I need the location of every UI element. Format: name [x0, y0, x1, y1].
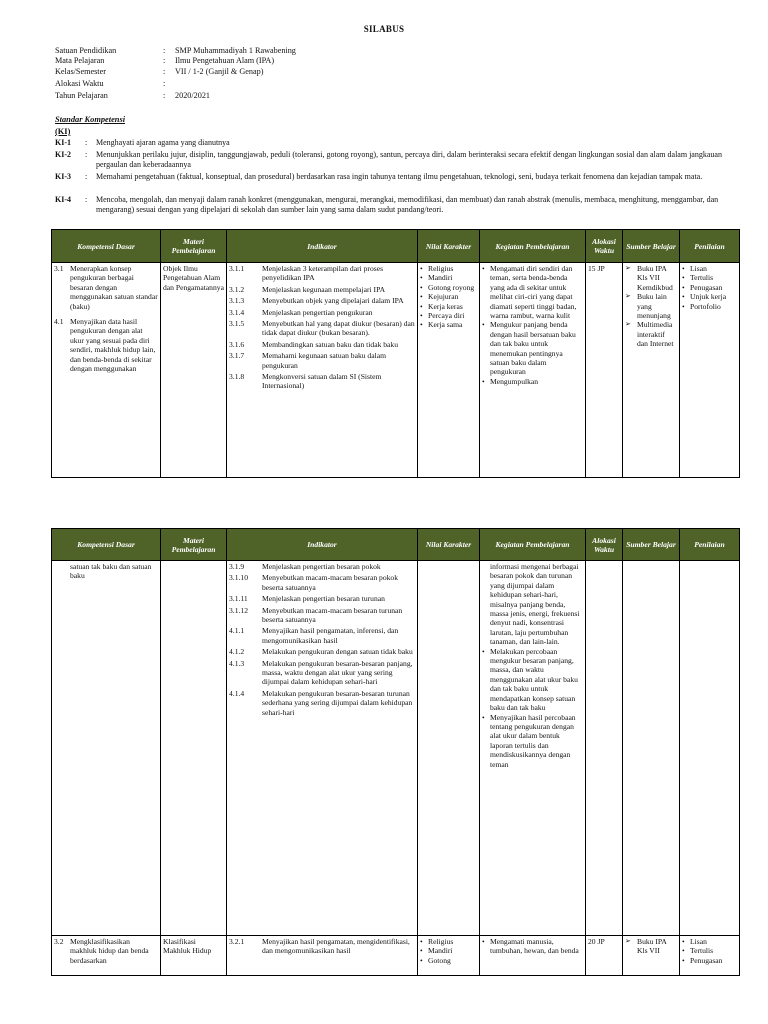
sumber-cell [623, 561, 680, 936]
kd-cell [52, 263, 161, 478]
identity-row: Kelas/Semester : VII / 1-2 (Ganjil & Genap) [55, 67, 264, 76]
indikator-item: 3.1.10 Menyebutkan macam-macam besaran pokok beserta satuannya [229, 573, 399, 592]
column-header: Materi Pembelajaran [161, 230, 227, 263]
indikator-item: 3.1.2 Menjelaskan kegunaan mempelajari IPA [229, 284, 386, 294]
materi-cell [161, 561, 227, 936]
list-item: • Menyajikan hasil percobaan tentang pengukuran dengan alat ukur dalam bentuk laporan tertulis dan mendiskusikannya dengan teman [482, 713, 583, 769]
column-header: Penilaian [680, 230, 740, 263]
list-item: ➢ Buku lain yang menunjang [625, 292, 677, 320]
indikator-item: 4.1.4 Melakukan pengukuran besaran-besaran turunan sederhana yang sering dijumpai dalam kehidupan sehari-hari [229, 688, 413, 717]
list-item: ➢ Buku IPA Kls VII Kemdikbud [625, 264, 677, 292]
column-header: Kompetensi Dasar [52, 230, 161, 263]
identity-row: Satuan Pendidikan : SMP Muhammadiyah 1 Rawabening [55, 46, 296, 55]
list-item: • Unjuk kerja [682, 292, 737, 301]
column-header: Indikator [227, 230, 418, 263]
sumber-cell [623, 936, 680, 976]
list-item: • Penugasan [682, 283, 737, 292]
nilai-karakter-cell [418, 263, 480, 478]
list-item: • Percaya diri [420, 311, 477, 320]
identity-row: Alokasi Waktu : [55, 79, 166, 88]
indikator-item: 4.1.2 Melakukan pengukuran dengan satuan tidak baku [229, 647, 413, 657]
kegiatan-cell: informasi mengenai berbagai besaran pokok dan turunan yang dijumpai dalam kehidupan sehari-hari, misalnya panjang benda, massa jenis, energi, frekuensi denyut nadi, konsentrasi larutan, laju pertumbuhan tanaman, dan lain-lain. • Melakukan percobaan mengukur besaran panjang, massa, dan waktu menggunakan alat ukur baku dan tak baku untuk mendapatkan konsep satuan baku dan tak baku • Menyajikan hasil percobaan tentang pengukuran dengan alat ukur dalam bentuk laporan tertulis dan mendiskusikannya dengan teman [480, 561, 586, 936]
indikator-item: 3.1.7 Memahami kegunaan satuan baku dalam pengukuran [229, 351, 386, 370]
list-item: • Mengukur panjang benda dengan hasil bersatuan baku dan tak baku untuk menemukan pentingnya satuan baku dalam pengukuran [482, 320, 583, 376]
column-header: Materi Pembelajaran [161, 529, 227, 561]
list-item: • Tertulis [682, 946, 737, 955]
kegiatan-cell [480, 263, 586, 478]
indikator-item: 3.1.3 Menyebutkan objek yang dipelajari dalam IPA [229, 296, 404, 306]
list-item: ➢ Buku IPA Kls VII [625, 937, 677, 956]
table-row [52, 561, 740, 936]
list-item: • Mandiri [420, 273, 477, 282]
column-header: Sumber Belajar [623, 230, 680, 263]
column-header: Nilai Karakter [418, 529, 480, 561]
materi-cell: Klasifikasi Makhluk Hidup [161, 936, 227, 976]
kd-cell: satuan tak baku dan satuan baku [52, 561, 161, 936]
indikator-item: 3.1.9 Menjelaskan pengertian besaran pokok [229, 562, 381, 571]
list-item: • Religius [420, 264, 477, 273]
column-header: Indikator [227, 529, 418, 561]
indikator-item: 3.1.11 Menjelaskan pengertian besaran turunan [229, 594, 385, 604]
list-item: • Penugasan [682, 956, 737, 965]
identity-row: Tahun Pelajaran : 2020/2021 [55, 91, 211, 100]
column-header: Kegiatan Pembelajaran [480, 230, 586, 263]
column-header: Nilai Karakter [418, 230, 480, 263]
indikator-cell [227, 263, 418, 478]
table-header-row [52, 230, 740, 263]
kd-item: 3.1 Menerapkan konsep pengukuran berbagai besaran dengan menggunakan satuan standar (baku) [54, 264, 158, 311]
kegiatan-cell [480, 936, 586, 976]
list-item: • Kerja keras [420, 302, 477, 311]
kd-item: 4.1 Menyajikan data hasil pengukuran dengan alat ukur yang sesuai pada diri sendiri, makhluk hidup lain, dan benda-benda di sekitar dengan menggunakan [54, 317, 156, 374]
list-item: • Lisan [682, 264, 737, 273]
list-item: • Melakukan percobaan mengukur besaran panjang, massa, dan waktu menggunakan alat ukur baku dan tak baku untuk mendapatkan konsep satuan baku dan tak baku [482, 647, 583, 713]
list-item: ➢ Multimedia interaktif dan Internet [625, 320, 677, 348]
kd-cell [52, 936, 161, 976]
syllabus-table-2 [51, 528, 740, 976]
penilaian-cell [680, 263, 740, 478]
sumber-cell [623, 263, 680, 478]
penilaian-cell [680, 936, 740, 976]
indikator-cell [227, 936, 418, 976]
nilai-karakter-cell [418, 561, 480, 936]
column-header: Alokasi Waktu [586, 230, 623, 263]
indikator-item: 3.1.1 Menjelaskan 3 keterampilan dari proses penyelidikan IPA [229, 264, 384, 283]
identity-row: Mata Pelajaran : Ilmu Pengetahuan Alam (IPA) [55, 56, 275, 65]
indikator-item: 4.1.3 Melakukan pengukuran besaran-besaran panjang, massa, waktu dengan alat ukur yang sering dijumpai dalam kehidupan sehari-hari [229, 658, 413, 687]
ki-heading: (KI) [55, 127, 71, 136]
list-item: • Mengamati manusia, tumbuhan, hewan, dan benda [482, 937, 583, 956]
nilai-karakter-cell [418, 936, 480, 976]
column-header: Alokasi Waktu [586, 529, 623, 561]
list-item: • Religius [420, 937, 477, 946]
alokasi-cell: 15 JP [586, 263, 623, 478]
list-item: • Mengumpulkan [482, 377, 583, 386]
indikator-item: 3.1.12 Menyebutkan macam-macam besaran turunan beserta satuannya [229, 605, 403, 625]
column-header: Kegiatan Pembelajaran [480, 529, 586, 561]
alokasi-cell [586, 561, 623, 936]
indikator-cell [227, 561, 418, 936]
column-header: Sumber Belajar [623, 529, 680, 561]
column-header: Penilaian [680, 529, 740, 561]
list-item: • Portofolio [682, 302, 737, 311]
table-header-row [52, 529, 740, 561]
list-item: • Kerja sama [420, 320, 477, 329]
standar-kompetensi-heading: Standar Kompetensi [55, 115, 126, 124]
alokasi-cell: 20 JP [586, 936, 623, 976]
column-header: Kompetensi Dasar [52, 529, 161, 561]
list-item: • Kejujuran [420, 292, 477, 301]
table-row [52, 263, 740, 478]
indikator-item: 3.2.1 Menyajikan hasil pengamatan, mengidentifikasi, dan mengomunikasikan hasil [229, 937, 410, 956]
list-item: • Mengamati diri sendiri dan teman, serta benda-benda yang ada di sekitar untuk melihat ciri-ciri yang dapat diamati seperti tinggi badan, warna rambut, warna kulit [482, 264, 583, 320]
indikator-item: 3.1.8 Mengkonversi satuan dalam SI (Sistem Internasional) [229, 372, 382, 391]
list-item: • Gotong royong [420, 283, 477, 292]
indikator-item: 3.1.6 Membandingkan satuan baku dan tidak baku [229, 339, 399, 349]
list-item: • Lisan [682, 937, 737, 946]
kd-item: 3.2 Mengklasifikasikan makhluk hidup dan benda berdasarkan [54, 937, 149, 965]
document-title: SILABUS [363, 24, 405, 34]
materi-cell: Objek Ilmu Pengetahuan Alam dan Pengamatannya [161, 263, 227, 478]
list-item: • Gotong [420, 956, 477, 965]
indikator-item: 4.1.1 Menyajikan hasil pengamatan, inferensi, dan mengomunikasikan hasil [229, 626, 399, 645]
syllabus-table-1 [51, 229, 740, 478]
table-row [52, 936, 740, 976]
indikator-item: 3.1.4 Menjelaskan pengertian pengukuran [229, 307, 373, 317]
indikator-item: 3.1.5 Menyebutkan hal yang dapat diukur (besaran) dan tidak dapat diukur (bukan besaran). [229, 319, 415, 338]
penilaian-cell [680, 561, 740, 936]
list-item: • Mandiri [420, 946, 477, 955]
list-item: • Tertulis [682, 273, 737, 282]
